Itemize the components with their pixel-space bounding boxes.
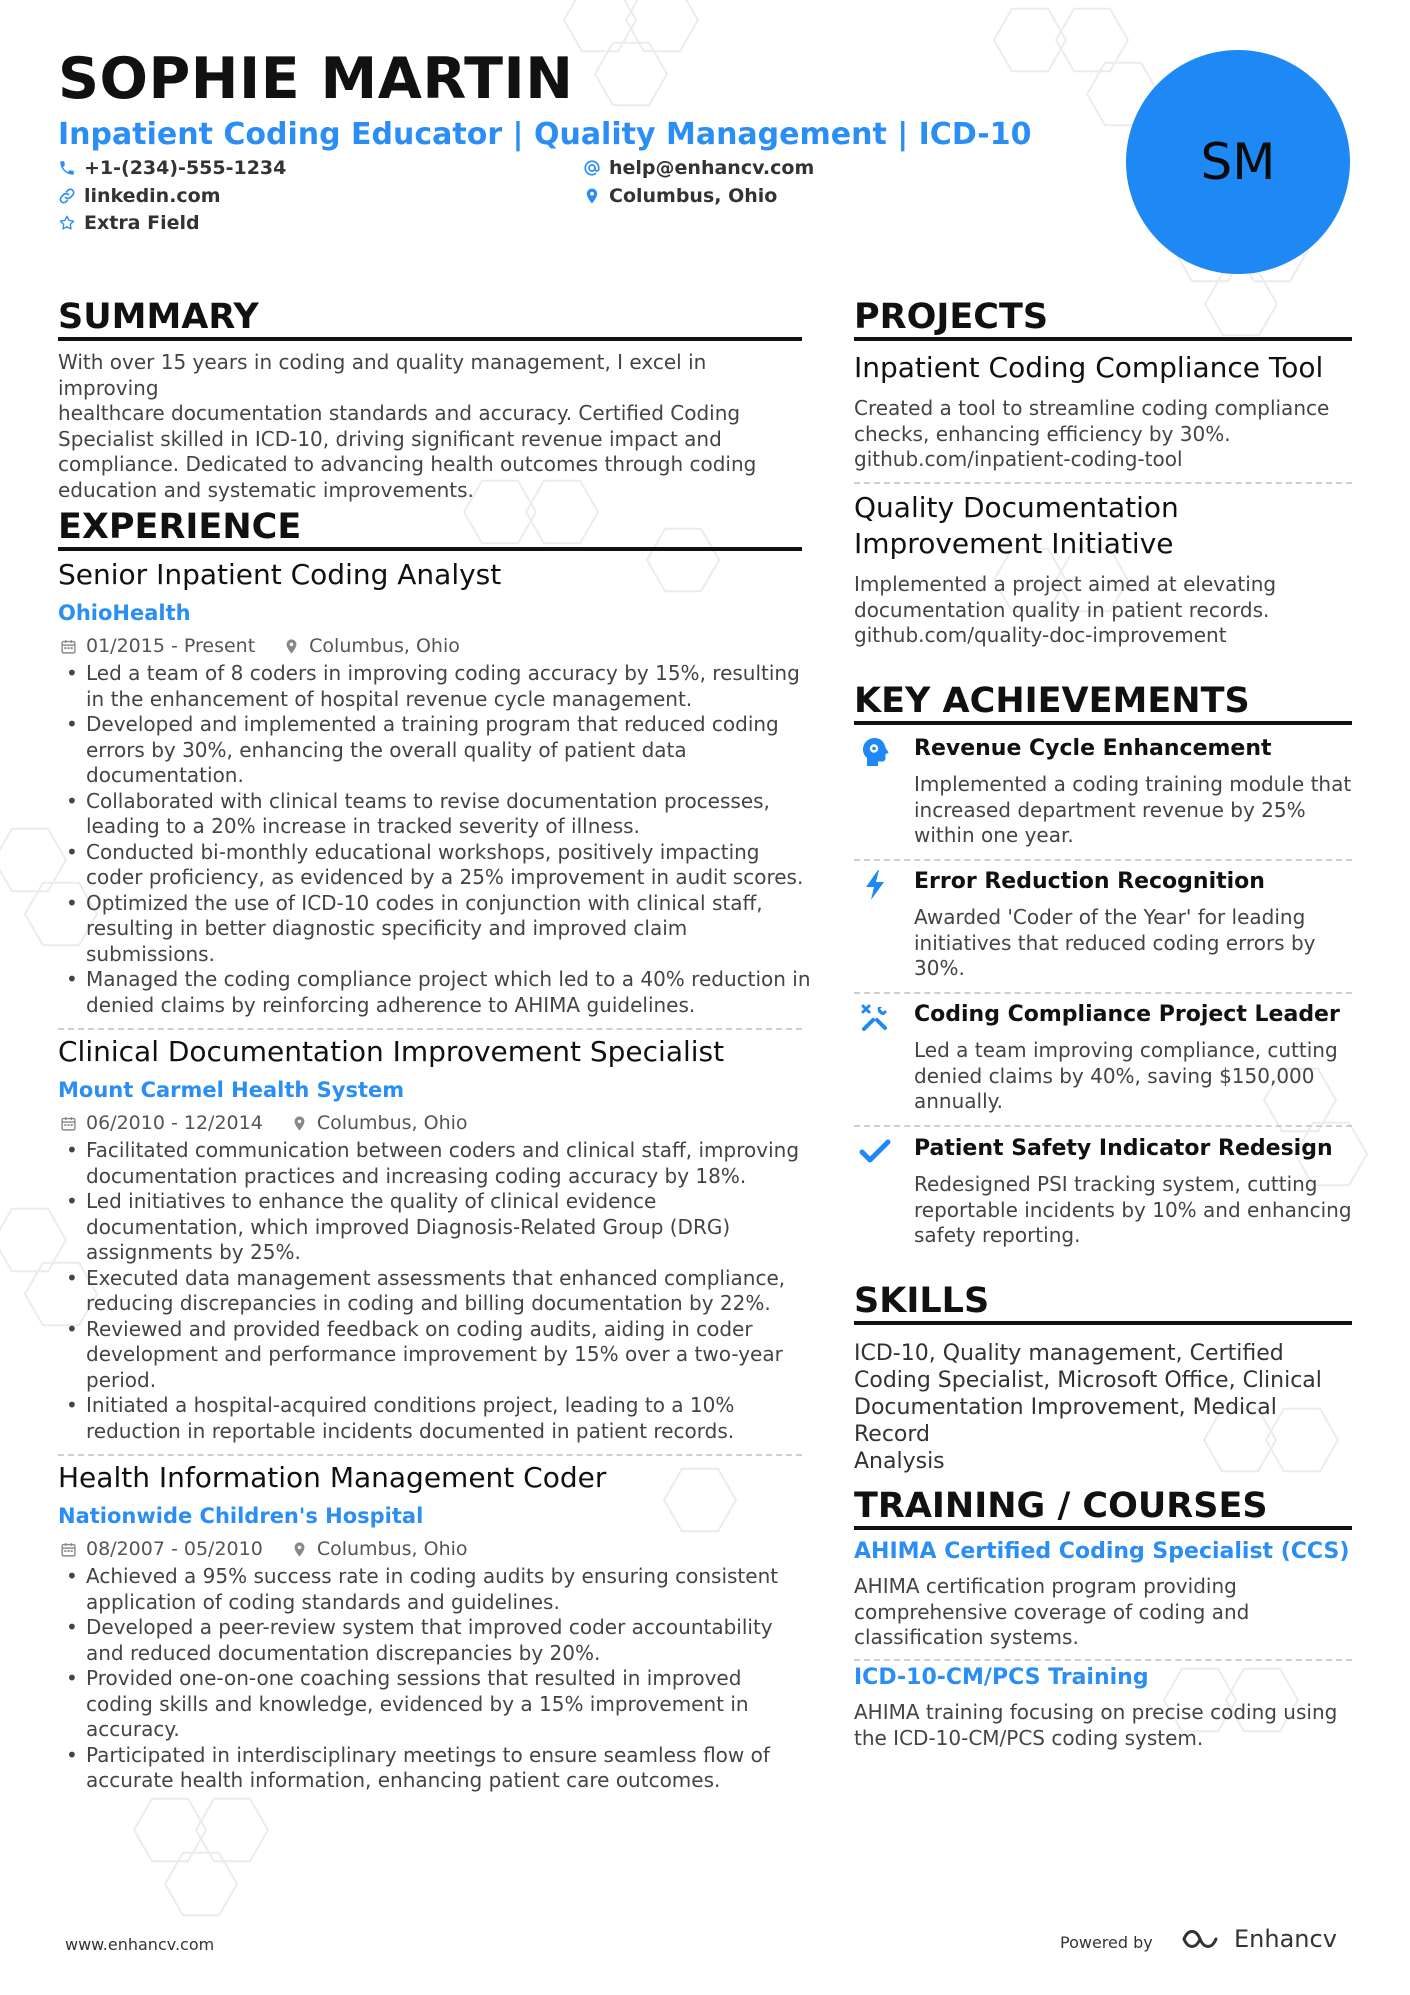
course-desc-line: comprehensive coverage of coding and <box>854 1599 1250 1624</box>
achievement-desc-line: annually. <box>914 1089 1003 1113</box>
skills-line: Analysis <box>854 1449 945 1474</box>
job-bullets <box>58 661 818 1018</box>
achievement-desc-line: reportable incidents by 10% and enhancing <box>914 1197 1352 1222</box>
achievement-description <box>914 905 1354 982</box>
link-icon <box>58 187 76 205</box>
bullet-line: period. <box>86 1367 157 1392</box>
bullet-item <box>58 712 818 789</box>
achievement-title: Patient Safety Indicator Redesign <box>914 1136 1333 1161</box>
bullet-item <box>58 1393 818 1444</box>
bullet-item <box>58 1189 818 1266</box>
bullet-item <box>58 840 818 891</box>
bullet-line: • Reviewed and provided feedback on coding audits, aiding in coder <box>86 1316 753 1341</box>
bullet-line: • Collaborated with clinical teams to revise documentation processes, <box>86 788 770 813</box>
footer-powered-by: Powered by <box>1060 1933 1153 1952</box>
achievement-title: Coding Compliance Project Leader <box>914 1002 1340 1027</box>
achievement-title: Revenue Cycle Enhancement <box>914 736 1272 761</box>
map-pin-icon <box>291 1115 308 1132</box>
skills-text <box>854 1340 1354 1475</box>
bullet-line: accuracy. <box>86 1717 180 1741</box>
project-desc-line: checks, enhancing efficiency by 30%. <box>854 421 1231 446</box>
course-desc-line: classification systems. <box>854 1625 1079 1649</box>
bullet-item <box>58 661 818 712</box>
summary-rule <box>58 337 802 341</box>
contact-location <box>583 184 777 208</box>
lightning-icon <box>858 868 892 902</box>
achievement-desc-line: Awarded 'Coder of the Year' for leading <box>914 905 1306 929</box>
job-bullets <box>58 1564 818 1794</box>
avatar-initials: SM <box>1200 133 1276 191</box>
map-pin-icon <box>291 1541 308 1558</box>
project-title-line: Quality Documentation <box>854 491 1179 524</box>
course-description <box>854 1574 1354 1651</box>
training-heading: TRAINING / COURSES <box>854 1486 1268 1526</box>
bullet-item <box>58 1666 818 1743</box>
bullet-line: • Achieved a 95% success rate in coding audits by ensuring consistent <box>86 1564 779 1588</box>
achievement-desc-line: Implemented a coding training module that <box>914 772 1352 796</box>
checkmark-icon <box>858 1135 892 1169</box>
bullet-item <box>58 1317 818 1394</box>
job-dates: 01/2015 - Present <box>86 635 256 657</box>
bullet-line: development and performance improvement by 15% over a two-year <box>86 1342 783 1366</box>
experience-rule <box>58 547 802 551</box>
bullet-line: denied claims by reinforcing adherence to AHIMA guidelines. <box>86 992 696 1017</box>
bullet-line: • Initiated a hospital-acquired conditions project, leading to a 10% <box>86 1393 735 1417</box>
bullet-item <box>58 1615 818 1666</box>
project-desc-line: github.com/inpatient-coding-tool <box>854 447 1183 471</box>
skills-line: Documentation Improvement, Medical Record <box>854 1395 1277 1447</box>
job-meta <box>60 634 460 658</box>
achievement-desc-line: increased department revenue by 25% <box>914 797 1306 822</box>
bullet-line: accurate health information, enhancing patient care outcomes. <box>86 1768 721 1792</box>
project-desc-line: documentation quality in patient records. <box>854 597 1270 622</box>
footer-brand-logo[interactable] <box>1180 1925 1337 1953</box>
bullet-line: • Developed a peer-review system that improved coder accountability <box>86 1615 773 1639</box>
achievement-desc-line: safety reporting. <box>914 1223 1081 1247</box>
achievement-divider <box>854 992 1352 994</box>
bullet-line: • Managed the coding compliance project which led to a 40% reduction in <box>86 967 811 991</box>
experience-heading: EXPERIENCE <box>58 507 302 547</box>
bullet-item <box>58 1564 818 1615</box>
linkedin-text: linkedin.com <box>84 185 221 207</box>
bullet-line: • Provided one-on-one coaching sessions that resulted in improved <box>86 1666 742 1690</box>
bullet-line: in the enhancement of hospital revenue cycle management. <box>86 686 693 711</box>
achievement-description <box>914 1038 1354 1115</box>
projects-rule <box>854 337 1352 341</box>
contact-linkedin[interactable] <box>58 184 221 208</box>
calendar-icon <box>60 1115 77 1132</box>
bullet-line: • Facilitated communication between coders and clinical staff, improving <box>86 1138 800 1162</box>
tools-icon <box>858 1001 892 1035</box>
bullet-line: resulting in better diagnostic specificity and improved claim <box>86 916 688 940</box>
extra-field-text: Extra Field <box>84 212 200 234</box>
bullet-item <box>58 1138 818 1189</box>
contact-phone <box>58 156 286 180</box>
head-brain-icon <box>858 735 892 769</box>
map-pin-icon <box>583 187 601 205</box>
bullet-line: reduction in reportable incidents documented in patient records. <box>86 1418 735 1443</box>
bullet-line: • Optimized the use of ICD-10 codes in conjunction with clinical staff, <box>86 890 763 915</box>
at-sign-icon <box>583 159 601 177</box>
bullet-line: • Conducted bi-monthly educational workshops, positively impacting <box>86 839 760 864</box>
job-dates: 08/2007 - 05/2010 <box>86 1538 263 1560</box>
company-name[interactable]: Nationwide Children's Hospital <box>58 1504 424 1528</box>
company-name[interactable]: Mount Carmel Health System <box>58 1078 405 1102</box>
bullet-line: • Executed data management assessments that enhanced compliance, <box>86 1265 786 1290</box>
bullet-line: documentation practices and increasing coding accuracy by 18%. <box>86 1163 747 1188</box>
footer-brand-name: Enhancv <box>1234 1925 1337 1953</box>
project-divider <box>854 482 1352 484</box>
achievement-description <box>914 772 1354 849</box>
job-dates: 06/2010 - 12/2014 <box>86 1112 263 1134</box>
bullet-item <box>58 1743 818 1794</box>
achievement-divider <box>854 1125 1352 1127</box>
summary-text <box>58 350 808 503</box>
course-desc-line: AHIMA training focusing on precise coding using <box>854 1700 1338 1724</box>
project-desc-line: Implemented a project aimed at elevating <box>854 572 1277 596</box>
achievement-desc-line: initiatives that reduced coding errors by <box>914 930 1316 955</box>
summary-line: With over 15 years in coding and quality management, I excel in improving <box>58 350 707 400</box>
bullet-item <box>58 1266 818 1317</box>
achievements-heading: KEY ACHIEVEMENTS <box>854 681 1250 721</box>
job-location: Columbus, Ohio <box>316 1538 468 1560</box>
project-title <box>854 490 1354 562</box>
company-name[interactable]: OhioHealth <box>58 601 191 625</box>
candidate-name: SOPHIE MARTIN <box>58 46 574 112</box>
phone-icon <box>58 159 76 177</box>
bullet-line: • Developed and implemented a training program that reduced coding <box>86 712 779 736</box>
bullet-line: coding skills and knowledge, evidenced by a 15% improvement in <box>86 1691 749 1716</box>
bullet-line: • Led a team of 8 coders in improving coding accuracy by 15%, resulting <box>86 661 800 685</box>
footer-website[interactable]: www.enhancv.com <box>65 1935 215 1954</box>
course-desc-line: AHIMA certification program providing <box>854 1574 1237 1598</box>
course-title[interactable]: AHIMA Certified Coding Specialist (CCS) <box>854 1539 1350 1564</box>
job-title: Senior Inpatient Coding Analyst <box>58 558 502 591</box>
bullet-item <box>58 789 818 840</box>
projects-heading: PROJECTS <box>854 297 1049 337</box>
bullet-line: • Participated in interdisciplinary meetings to ensure seamless flow of <box>86 1742 770 1767</box>
training-rule <box>854 1526 1352 1530</box>
project-desc-line: Created a tool to streamline coding compliance <box>854 396 1330 420</box>
bullet-line: and reduced documentation discrepancies by 20%. <box>86 1640 601 1665</box>
job-bullets <box>58 1138 818 1444</box>
project-title <box>854 350 1354 386</box>
calendar-icon <box>60 638 77 655</box>
bullet-line: leading to a 20% increase in tracked severity of illness. <box>86 814 640 838</box>
bullet-line: documentation. <box>86 763 244 787</box>
bullet-line: • Led initiatives to enhance the quality of clinical evidence <box>86 1189 657 1213</box>
job-location: Columbus, Ohio <box>309 635 460 657</box>
bullet-line: assignments by 25%. <box>86 1240 301 1264</box>
achievement-desc-line: Led a team improving compliance, cutting <box>914 1038 1338 1062</box>
email-text: help@enhancv.com <box>609 157 815 179</box>
achievement-desc-line: 30%. <box>914 956 965 980</box>
bullet-line: documentation, which improved Diagnosis-Related Group (DRG) <box>86 1214 731 1239</box>
bullet-item <box>58 891 818 968</box>
job-meta <box>60 1111 468 1135</box>
summary-line: compliance. Dedicated to advancing health outcomes through coding <box>58 452 757 476</box>
skills-rule <box>854 1321 1352 1325</box>
summary-line: healthcare documentation standards and accuracy. Certified Coding <box>58 401 741 425</box>
summary-line: education and systematic improvements. <box>58 477 474 502</box>
job-meta <box>60 1537 468 1561</box>
job-title: Health Information Management Coder <box>58 1461 607 1494</box>
enhancv-logo-icon <box>1180 1926 1228 1952</box>
achievement-desc-line: within one year. <box>914 823 1074 847</box>
project-description <box>854 572 1354 649</box>
project-description <box>854 396 1354 473</box>
summary-line: Specialist skilled in ICD-10, driving significant revenue impact and <box>58 426 722 451</box>
skills-line: Coding Specialist, Microsoft Office, Clinical <box>854 1368 1322 1393</box>
achievement-divider <box>854 859 1352 861</box>
job-divider <box>58 1454 802 1456</box>
course-divider <box>854 1659 1352 1661</box>
map-pin-icon <box>283 638 300 655</box>
course-title[interactable]: ICD-10-CM/PCS Training <box>854 1665 1149 1690</box>
bullet-line: errors by 30%, enhancing the overall quality of patient data <box>86 737 687 762</box>
achievement-desc-line: denied claims by 40%, saving $150,000 <box>914 1063 1315 1088</box>
project-desc-line: github.com/quality-doc-improvement <box>854 623 1227 647</box>
job-title: Clinical Documentation Improvement Specialist <box>58 1035 725 1068</box>
bullet-line: coder proficiency, as evidenced by a 25% improvement in audit scores. <box>86 865 804 889</box>
skills-heading: SKILLS <box>854 1281 990 1321</box>
course-desc-line: the ICD-10-CM/PCS coding system. <box>854 1725 1204 1750</box>
contact-extra <box>58 211 200 235</box>
course-description <box>854 1700 1354 1751</box>
phone-text: +1-(234)-555-1234 <box>84 157 287 179</box>
skills-line: ICD-10, Quality management, Certified <box>854 1341 1284 1366</box>
job-location: Columbus, Ohio <box>316 1112 468 1134</box>
summary-heading: SUMMARY <box>58 297 259 337</box>
project-title-line: Improvement Initiative <box>854 527 1174 560</box>
job-divider <box>58 1028 802 1030</box>
avatar <box>1126 50 1350 274</box>
bullet-item <box>58 967 818 1018</box>
location-text: Columbus, Ohio <box>609 185 778 207</box>
bullet-line: application of coding standards and guidelines. <box>86 1589 560 1614</box>
project-title-line: Inpatient Coding Compliance Tool <box>854 351 1324 384</box>
bullet-line: submissions. <box>86 941 215 966</box>
candidate-headline: Inpatient Coding Educator | Quality Management | ICD-10 <box>58 117 1032 152</box>
calendar-icon <box>60 1541 77 1558</box>
achievements-rule <box>854 721 1352 725</box>
achievement-desc-line: Redesigned PSI tracking system, cutting <box>914 1172 1318 1196</box>
star-icon <box>58 214 76 232</box>
bullet-line: reducing discrepancies in coding and billing documentation by 22%. <box>86 1291 771 1315</box>
contact-email[interactable] <box>583 156 814 180</box>
achievement-title: Error Reduction Recognition <box>914 869 1265 894</box>
achievement-description <box>914 1172 1354 1249</box>
